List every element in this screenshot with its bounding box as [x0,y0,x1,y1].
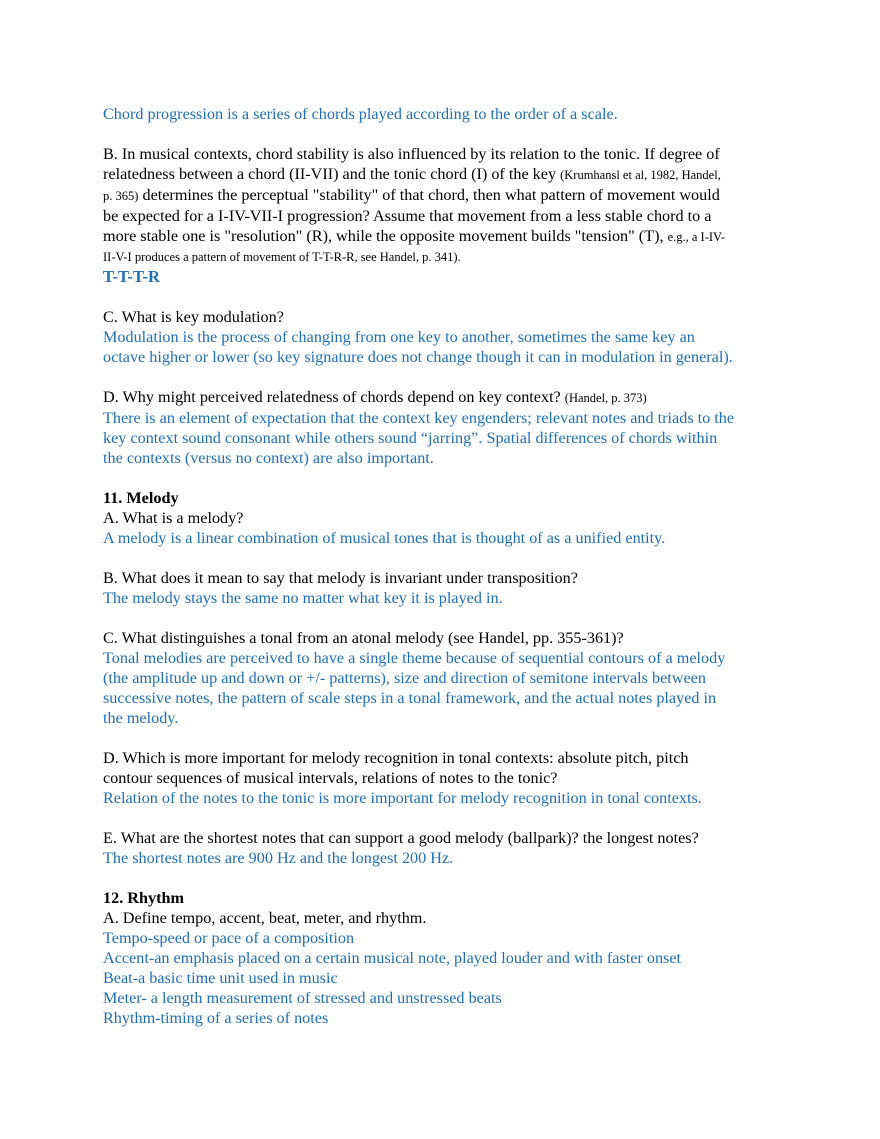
definition-accent: Accent-an emphasis placed on a certain musical note, played louder and with faster onset [103,949,682,967]
q10b-line-3-text: determines the perceptual "stability" of that chord, then what pattern of movement would [138,186,720,204]
q11d-question-line-1: D. Which is more important for melody recognition in tonal contexts: absolute pitch, pitch [103,749,689,767]
q11e-question: E. What are the shortest notes that can support a good melody (ballpark)? the longest notes? [103,829,699,847]
q11c-answer-line-3: successive notes, the pattern of scale steps in a tonal framework, and the actual notes played in [103,689,717,707]
section-heading-rhythm: 12. Rhythm [103,889,184,907]
q10b-answer: T-T-T-R [103,267,160,286]
definition-beat: Beat-a basic time unit used in music [103,969,338,987]
q12a-question: A. Define tempo, accent, beat, meter, and rhythm. [103,909,427,927]
q10d-question-line [103,387,793,408]
q11c-question: C. What distinguishes a tonal from an atonal melody (see Handel, pp. 355-361)? [103,629,624,647]
question-10c [103,307,793,367]
question-10b [103,144,793,287]
q10b-citation-1: (Krumhansl et al, 1982, Handel, [560,168,721,182]
q11a-answer: A melody is a linear combination of musical tones that is thought of as a unified entity. [103,529,666,547]
q11c-answer-line-1: Tonal melodies are perceived to have a single theme because of sequential contours of a melody [103,649,726,667]
q10b-line-5 [103,226,793,247]
q11e-answer: The shortest notes are 900 Hz and the longest 200 Hz. [103,849,454,867]
q10b-example-2: II-V-I produces a pattern of movement of T-T-R-R, see Handel, p. 341). [103,250,461,264]
q11c-answer-line-2: (the amplitude up and down or +/- patterns), size and direction of semitone intervals between [103,669,706,687]
q11b-question: B. What does it mean to say that melody is invariant under transposition? [103,569,578,587]
q10b-line-2-text: relatedness between a chord (II-VII) and the tonic chord (I) of the key [103,165,561,183]
q10c-answer-line-2: octave higher or lower (so key signature does not change though it can in modulation in general). [103,348,733,366]
q10d-answer-line-2: key context sound consonant while others sound “jarring”. Spatial differences of chords within [103,429,718,447]
q10d-answer-line-1: There is an element of expectation that the context key engenders; relevant notes and triads to the [103,409,735,427]
chord-progression-answer: Chord progression is a series of chords played according to the order of a scale. [103,105,618,123]
q10b-citation-2: p. 365) [103,189,139,203]
q11d-answer: Relation of the notes to the tonic is more important for melody recognition in tonal contexts. [103,789,702,807]
q10c-question: C. What is key modulation? [103,308,284,326]
question-10d [103,387,793,468]
q11a-question: A. What is a melody? [103,509,244,527]
q11b-answer: The melody stays the same no matter what key it is played in. [103,589,503,607]
document-page [103,104,793,1028]
q10b-line-5-text: more stable one is "resolution" (R), while the opposite movement builds "tension" (T), [103,227,668,245]
definition-meter: Meter- a length measurement of stressed and unstressed beats [103,989,502,1007]
q11d-question-line-2: contour sequences of musical intervals, relations of notes to the tonic? [103,769,558,787]
q10b-line-3 [103,185,793,206]
q10c-answer-line-1: Modulation is the process of changing from one key to another, sometimes the same key an [103,328,695,346]
definition-rhythm: Rhythm-timing of a series of notes [103,1009,329,1027]
q10b-line-2 [103,164,793,185]
q10b-line-1: B. In musical contexts, chord stability is also influenced by its relation to the tonic. If degree of [103,145,720,163]
q10b-example-1: e.g., a I-IV- [667,230,726,244]
q11c-answer-line-4: the melody. [103,709,179,727]
q10d-citation: (Handel, p. 373) [564,391,647,405]
q10b-line-4: be expected for a I-IV-VII-I progression? Assume that movement from a less stable chord to a [103,207,712,225]
definition-tempo: Tempo-speed or pace of a composition [103,929,355,947]
q10d-question: D. Why might perceived relatedness of chords depend on key context? [103,388,565,406]
section-heading-melody: 11. Melody [103,489,179,507]
q10d-answer-line-3: the contexts (versus no context) are also important. [103,449,434,467]
